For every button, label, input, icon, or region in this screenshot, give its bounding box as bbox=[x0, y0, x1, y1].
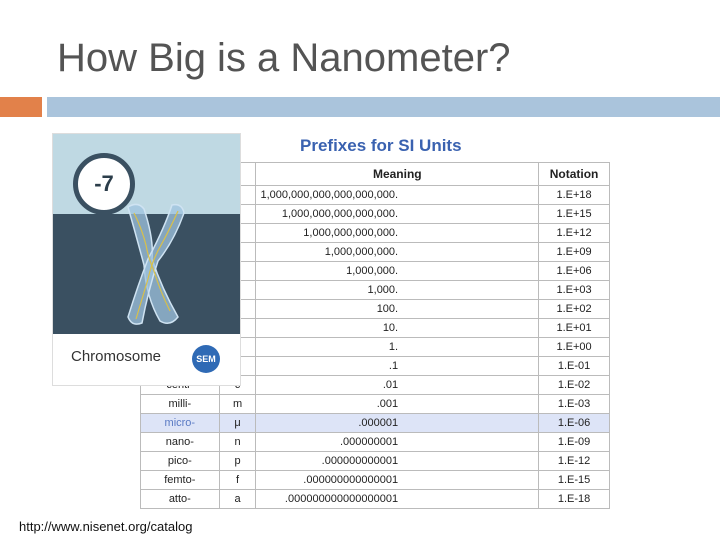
cell-symbol: a bbox=[219, 490, 256, 509]
card-label: Chromosome bbox=[71, 348, 162, 365]
cell-meaning: 1,000. bbox=[256, 281, 539, 300]
accent-bar-orange bbox=[0, 97, 42, 117]
cell-meaning: .000000001 bbox=[256, 433, 539, 452]
cell-notation: 1.E+03 bbox=[539, 281, 610, 300]
cell-meaning: .000000000000000001 bbox=[256, 490, 539, 509]
cell-symbol: m bbox=[219, 395, 256, 414]
cell-notation: 1.E+06 bbox=[539, 262, 610, 281]
cell-notation: 1.E-12 bbox=[539, 452, 610, 471]
table-row bbox=[141, 490, 610, 509]
cell-meaning: 1,000,000,000,000,000,000. bbox=[256, 186, 539, 205]
chromosome-icon bbox=[108, 199, 198, 329]
cell-notation: 1.E+02 bbox=[539, 300, 610, 319]
header-notation: Notation bbox=[539, 163, 610, 186]
cell-symbol: n bbox=[219, 433, 256, 452]
table-row bbox=[141, 433, 610, 452]
table-title: Prefixes for SI Units bbox=[300, 136, 462, 155]
cell-meaning: 100. bbox=[256, 300, 539, 319]
cell-notation: 1.E-09 bbox=[539, 433, 610, 452]
table-row bbox=[141, 452, 610, 471]
cell-symbol: p bbox=[219, 452, 256, 471]
cell-meaning: 1,000,000,000,000. bbox=[256, 224, 539, 243]
sem-badge: SEM bbox=[192, 345, 220, 373]
table-row bbox=[141, 414, 610, 433]
cell-prefix: pico- bbox=[141, 452, 220, 471]
cell-notation: 1.E-06 bbox=[539, 414, 610, 433]
cell-meaning: .000001 bbox=[256, 414, 539, 433]
exponent-badge: -7 bbox=[73, 153, 135, 215]
source-credit: http://www.nisenet.org/catalog bbox=[19, 519, 193, 534]
cell-notation: 1.E-02 bbox=[539, 376, 610, 395]
cell-notation: 1.E+15 bbox=[539, 205, 610, 224]
header-meaning: Meaning bbox=[256, 163, 539, 186]
cell-meaning: 1,000,000,000. bbox=[256, 243, 539, 262]
cell-prefix: micro- bbox=[141, 414, 220, 433]
cell-notation: 1.E+12 bbox=[539, 224, 610, 243]
cell-meaning: 1,000,000. bbox=[256, 262, 539, 281]
cell-symbol: μ bbox=[219, 414, 256, 433]
table-row bbox=[141, 395, 610, 414]
cell-meaning: .01 bbox=[256, 376, 539, 395]
cell-prefix: nano- bbox=[141, 433, 220, 452]
chromosome-card bbox=[52, 133, 241, 386]
cell-notation: 1.E+09 bbox=[539, 243, 610, 262]
cell-notation: 1.E-18 bbox=[539, 490, 610, 509]
cell-notation: 1.E-03 bbox=[539, 395, 610, 414]
cell-meaning: .000000000001 bbox=[256, 452, 539, 471]
cell-meaning: 1,000,000,000,000,000. bbox=[256, 205, 539, 224]
cell-prefix: milli- bbox=[141, 395, 220, 414]
cell-meaning: 1. bbox=[256, 338, 539, 357]
cell-notation: 1.E-01 bbox=[539, 357, 610, 376]
cell-meaning: .1 bbox=[256, 357, 539, 376]
table-row bbox=[141, 471, 610, 490]
slide-title: How Big is a Nanometer? bbox=[57, 36, 511, 80]
cell-prefix: atto- bbox=[141, 490, 220, 509]
cell-meaning: .000000000000001 bbox=[256, 471, 539, 490]
accent-bar-blue bbox=[47, 97, 720, 117]
cell-notation: 1.E-15 bbox=[539, 471, 610, 490]
cell-notation: 1.E+01 bbox=[539, 319, 610, 338]
cell-meaning: .001 bbox=[256, 395, 539, 414]
cell-prefix: femto- bbox=[141, 471, 220, 490]
cell-symbol: f bbox=[219, 471, 256, 490]
cell-notation: 1.E+18 bbox=[539, 186, 610, 205]
cell-notation: 1.E+00 bbox=[539, 338, 610, 357]
cell-meaning: 10. bbox=[256, 319, 539, 338]
